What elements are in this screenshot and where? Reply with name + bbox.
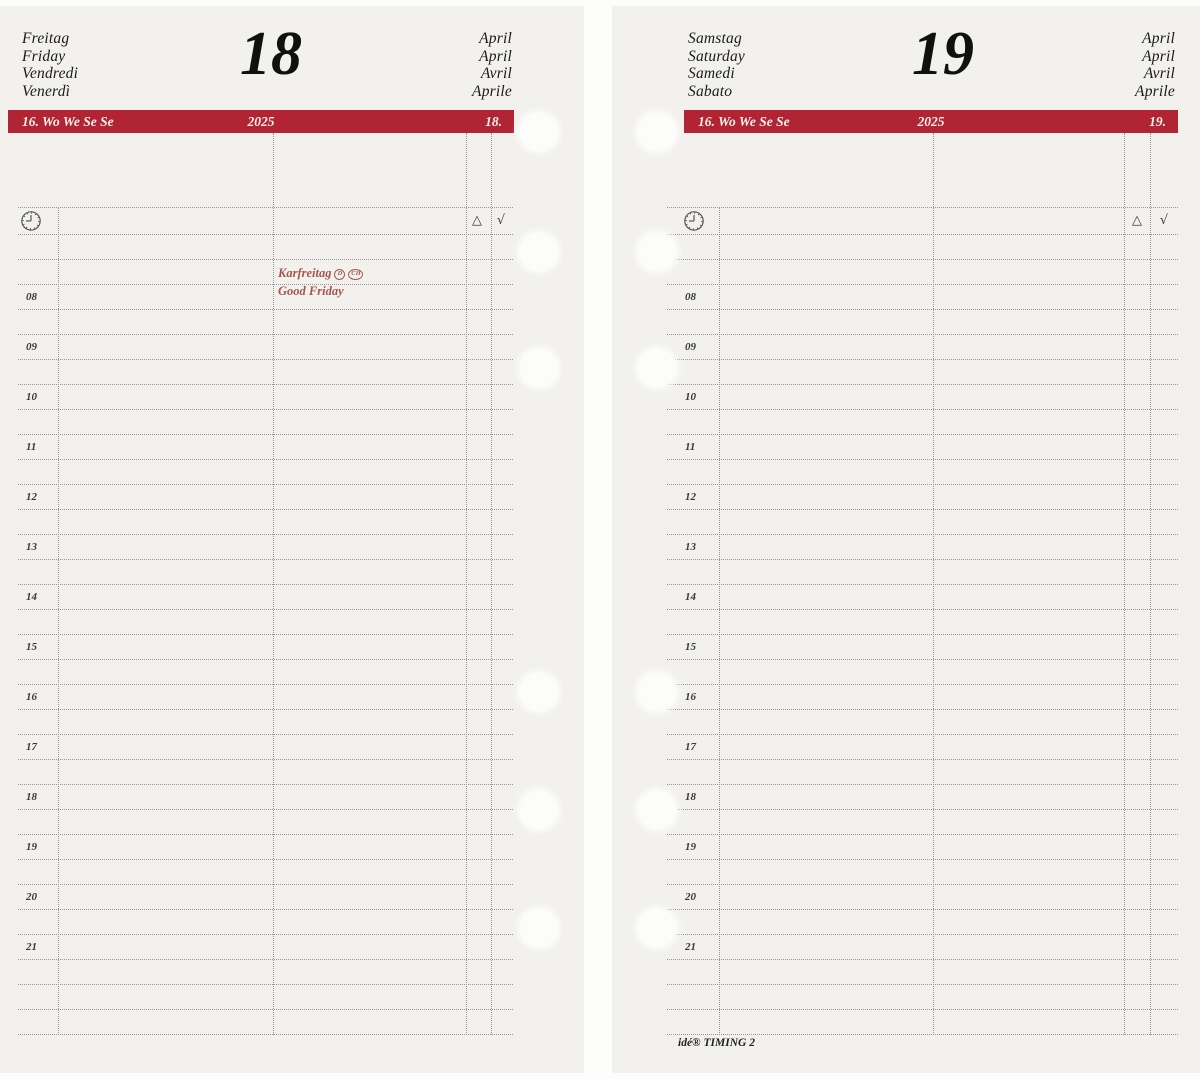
hour-label: 18 — [685, 791, 696, 803]
day-name-it: Sabato — [688, 82, 733, 100]
binder-hole — [638, 791, 676, 829]
schedule-row-21 — [18, 935, 513, 960]
week-label: 16. Wo We Se Se — [698, 114, 790, 129]
schedule-row — [667, 310, 1178, 335]
binder-hole — [638, 909, 676, 947]
check-column-rule — [491, 133, 492, 207]
day-name-de: Samstag — [688, 30, 742, 47]
schedule-row-16 — [667, 685, 1178, 710]
center-rule — [273, 133, 274, 207]
schedule-row — [667, 910, 1178, 935]
schedule-row-13 — [18, 535, 513, 560]
schedule-row — [667, 810, 1178, 835]
binder-hole — [520, 673, 558, 711]
schedule-row-15 — [18, 635, 513, 660]
schedule-row — [18, 960, 513, 985]
schedule-row-11 — [18, 435, 513, 460]
schedule-row-13 — [667, 535, 1178, 560]
schedule-row-16 — [18, 685, 513, 710]
schedule-grid — [18, 207, 513, 1035]
hour-label: 14 — [685, 591, 696, 603]
year-label: 2025 — [247, 114, 275, 129]
holiday-name-local: Karfreitag — [278, 266, 332, 280]
schedule-row-12 — [18, 485, 513, 510]
month-it: Aprile — [472, 82, 512, 100]
grid-header-row — [667, 208, 1178, 235]
schedule-row — [18, 260, 513, 285]
schedule-row-10 — [18, 385, 513, 410]
hour-label: 09 — [26, 341, 37, 353]
date-short: 19. — [1149, 114, 1166, 129]
schedule-row — [18, 460, 513, 485]
schedule-row-17 — [667, 735, 1178, 760]
schedule-row — [18, 310, 513, 335]
schedule-row-20 — [667, 885, 1178, 910]
hour-label: 13 — [26, 541, 37, 553]
center-rule — [933, 133, 934, 207]
schedule-row-10 — [667, 385, 1178, 410]
schedule-row — [18, 410, 513, 435]
day-name-de: Freitag — [22, 30, 70, 47]
schedule-row — [18, 985, 513, 1010]
schedule-row — [667, 360, 1178, 385]
hour-label: 20 — [685, 891, 696, 903]
hour-label: 15 — [26, 641, 37, 653]
schedule-row — [667, 985, 1178, 1010]
page-right-saturday — [612, 6, 1200, 1073]
schedule-row-20 — [18, 885, 513, 910]
brand-footer: idé® TIMING 2 — [678, 1037, 755, 1049]
day-number: 18 — [240, 20, 302, 88]
hour-label: 21 — [685, 941, 696, 953]
hour-label: 08 — [685, 291, 696, 303]
schedule-row — [667, 260, 1178, 285]
schedule-row-18 — [667, 785, 1178, 810]
binder-hole — [638, 233, 676, 271]
schedule-row — [667, 560, 1178, 585]
date-short: 18. — [485, 114, 502, 129]
schedule-row — [18, 810, 513, 835]
month-de: April — [1142, 30, 1175, 47]
schedule-row-14 — [667, 585, 1178, 610]
hour-label: 16 — [26, 691, 37, 703]
schedule-row-11 — [667, 435, 1178, 460]
schedule-row-12 — [667, 485, 1178, 510]
month-en: April — [479, 47, 512, 65]
schedule-rows — [667, 235, 1178, 1035]
year-label: 2025 — [917, 114, 945, 129]
hour-label: 08 — [26, 291, 37, 303]
week-bar — [684, 110, 1178, 133]
day-number: 19 — [912, 20, 974, 88]
month-names — [472, 30, 512, 100]
schedule-row — [667, 1010, 1178, 1035]
done-check-symbol: √ — [1159, 213, 1169, 228]
binder-hole — [520, 791, 558, 829]
day-name-fr: Vendredi — [22, 65, 79, 83]
day-name-en: Friday — [22, 47, 66, 65]
month-en: April — [1142, 47, 1175, 65]
hour-label: 19 — [685, 841, 696, 853]
hour-label: 12 — [26, 491, 37, 503]
binder-hole — [638, 113, 676, 151]
schedule-row — [667, 610, 1178, 635]
hour-label: 18 — [26, 791, 37, 803]
schedule-row — [18, 235, 513, 260]
schedule-row — [18, 1010, 513, 1035]
schedule-row — [18, 560, 513, 585]
binder-hole — [520, 349, 558, 387]
schedule-row-17 — [18, 735, 513, 760]
hour-label: 10 — [685, 391, 696, 403]
week-label: 16. Wo We Se Se — [22, 114, 114, 129]
week-bar — [8, 110, 514, 133]
schedule-row — [18, 660, 513, 685]
schedule-row — [667, 760, 1178, 785]
priority-column-rule — [466, 133, 467, 207]
schedule-row — [667, 860, 1178, 885]
hour-label: 13 — [685, 541, 696, 553]
hour-label: 21 — [26, 941, 37, 953]
schedule-row-14 — [18, 585, 513, 610]
hour-label: 11 — [685, 441, 696, 453]
binder-hole — [520, 233, 558, 271]
binder-hole — [520, 909, 558, 947]
schedule-row-21 — [667, 935, 1178, 960]
schedule-row-15 — [667, 635, 1178, 660]
schedule-row — [18, 510, 513, 535]
month-names — [1135, 30, 1175, 100]
hour-label: 09 — [685, 341, 696, 353]
schedule-row-19 — [667, 835, 1178, 860]
hour-label: 17 — [26, 741, 37, 753]
holiday-name-english: Good Friday — [278, 284, 344, 298]
notes-zone — [612, 133, 1200, 207]
day-names — [22, 30, 78, 100]
region-badge-ch: CH — [348, 269, 363, 280]
schedule-rows — [18, 235, 513, 1035]
clock-icon — [20, 210, 42, 232]
hour-label: 12 — [685, 491, 696, 503]
clock-icon — [683, 210, 705, 232]
month-de: April — [479, 30, 512, 47]
hour-label: 19 — [26, 841, 37, 853]
schedule-row — [667, 660, 1178, 685]
check-column-rule — [1150, 133, 1151, 207]
schedule-row — [667, 410, 1178, 435]
schedule-row — [18, 610, 513, 635]
month-fr: Avril — [480, 65, 512, 83]
hour-label: 11 — [26, 441, 37, 453]
priority-triangle-symbol: △ — [472, 213, 482, 228]
region-badge-d: D — [334, 269, 345, 280]
schedule-row-09 — [667, 335, 1178, 360]
schedule-row — [667, 960, 1178, 985]
done-check-symbol: √ — [496, 213, 506, 228]
day-names — [688, 30, 745, 100]
schedule-row — [667, 510, 1178, 535]
schedule-row — [18, 360, 513, 385]
schedule-row-08 — [18, 285, 513, 310]
day-name-en: Saturday — [688, 47, 745, 65]
schedule-row-08 — [667, 285, 1178, 310]
schedule-grid — [667, 207, 1178, 1035]
day-name-it: Venerdì — [22, 82, 71, 100]
grid-header-row — [18, 208, 513, 235]
schedule-row — [667, 710, 1178, 735]
schedule-row — [18, 760, 513, 785]
binder-hole — [638, 349, 676, 387]
month-fr: Avril — [1143, 65, 1175, 83]
hour-label: 10 — [26, 391, 37, 403]
schedule-row — [667, 235, 1178, 260]
schedule-row-18 — [18, 785, 513, 810]
hour-label: 16 — [685, 691, 696, 703]
schedule-row — [18, 860, 513, 885]
day-name-fr: Samedi — [688, 65, 735, 83]
month-it: Aprile — [1135, 82, 1175, 100]
hour-label: 17 — [685, 741, 696, 753]
priority-triangle-symbol: △ — [1132, 213, 1142, 228]
hour-label: 14 — [26, 591, 37, 603]
schedule-row — [18, 710, 513, 735]
hour-label: 20 — [26, 891, 37, 903]
binder-hole — [520, 113, 558, 151]
page-left-friday — [0, 6, 584, 1073]
schedule-row-19 — [18, 835, 513, 860]
schedule-row — [18, 910, 513, 935]
schedule-row-09 — [18, 335, 513, 360]
priority-column-rule — [1124, 133, 1125, 207]
schedule-row — [667, 460, 1178, 485]
binder-hole — [638, 673, 676, 711]
hour-label: 15 — [685, 641, 696, 653]
